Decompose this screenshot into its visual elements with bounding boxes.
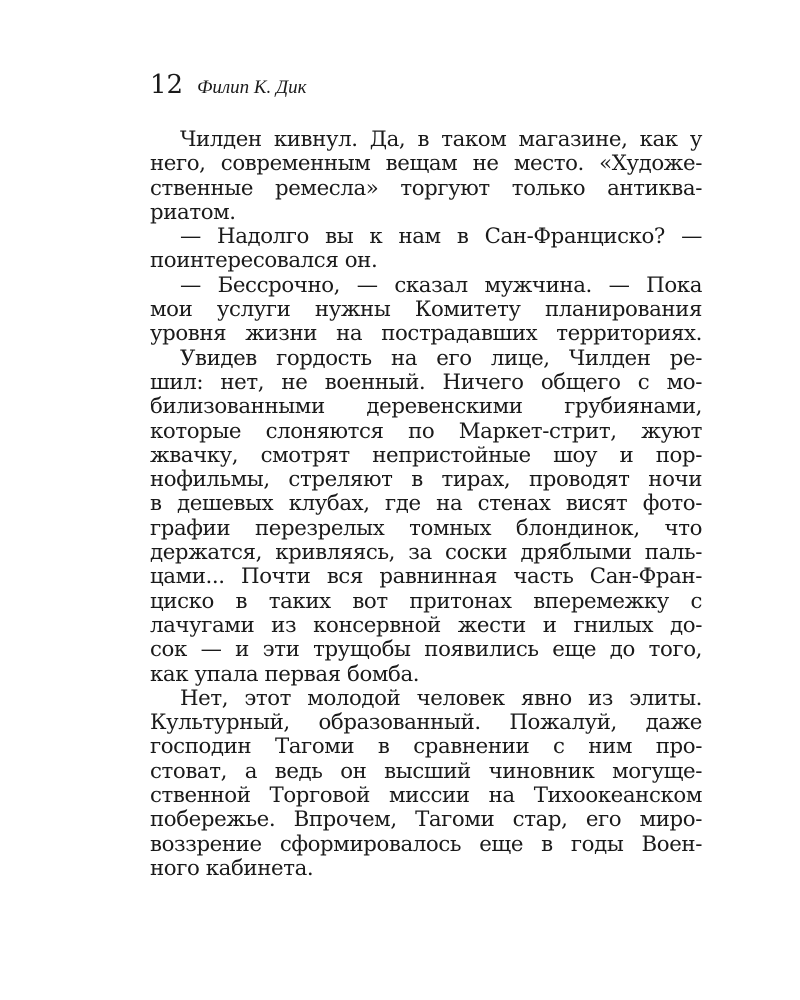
text-line: господин Тагоми в сравнении с ним про- <box>150 734 702 760</box>
text-line: Нет, этот молодой человек явно из элиты. <box>180 685 702 711</box>
text-line: держатся, кривляясь, за соски дряблыми паль- <box>150 540 702 566</box>
text-line: ственные ремесла» торгуют только антиква- <box>150 175 702 201</box>
text-line: шил: нет, не военный. Ничего общего с мо- <box>150 369 702 395</box>
text-line: в дешевых клубах, где на стенах висят фото- <box>150 491 702 517</box>
text-line: нофильмы, стреляют в тирах, проводят ночи <box>150 467 702 493</box>
text-line: него, современным вещам не место. «Художе- <box>150 151 702 177</box>
text-line: цами... Почти вся равнинная часть Сан-Фран- <box>150 564 702 590</box>
text-line: как упала первая бомба. <box>150 661 420 687</box>
book-page <box>150 70 702 881</box>
text-line: сок — и эти трущобы появились еще до того, <box>150 637 702 663</box>
text-line: — Бессрочно, — сказал мужчина. — Пока <box>180 272 702 298</box>
text-line: Чилден кивнул. Да, в таком магазине, как у <box>180 127 702 152</box>
text-line: риатом. <box>150 199 236 225</box>
text-line: воззрение сформировалось еще в годы Воен- <box>150 831 702 857</box>
text-line: циско в таких вот притонах вперемежку с <box>150 588 702 614</box>
text-line: стоват, а ведь он высший чиновник могуще- <box>150 758 702 784</box>
text-line: графии перезрелых томных блондинок, что <box>150 515 702 541</box>
text-line: билизованными деревенскими грубиянами, <box>150 394 702 420</box>
text-line: лачугами из консервной жести и гнилых до- <box>150 612 702 638</box>
text-line: побережье. Впрочем, Тагоми стар, его миро- <box>150 807 702 833</box>
text-line: мои услуги нужны Комитету планирования <box>150 297 702 323</box>
text-line: ственной Торговой миссии на Тихоокеанском <box>150 783 702 809</box>
text-line: — Надолго вы к нам в Сан-Франциско? — <box>180 224 702 250</box>
page-number: 12 <box>150 70 184 100</box>
text-line: ного кабинета. <box>150 855 314 881</box>
text-line: которые слоняются по Маркет-стрит, жуют <box>150 418 702 444</box>
running-header <box>150 70 702 110</box>
body-text <box>150 128 702 881</box>
text-line: Культурный, образованный. Пожалуй, даже <box>150 710 702 736</box>
text-line: поинтересовался он. <box>150 248 378 274</box>
text-line: уровня жизни на пострадавших территориях. <box>150 321 702 347</box>
running-header-title: Филип К. Дик <box>197 77 307 98</box>
text-line: Увидев гордость на его лице, Чилден ре- <box>180 345 702 371</box>
text-line: жвачку, смотрят непристойные шоу и пор- <box>150 442 702 468</box>
